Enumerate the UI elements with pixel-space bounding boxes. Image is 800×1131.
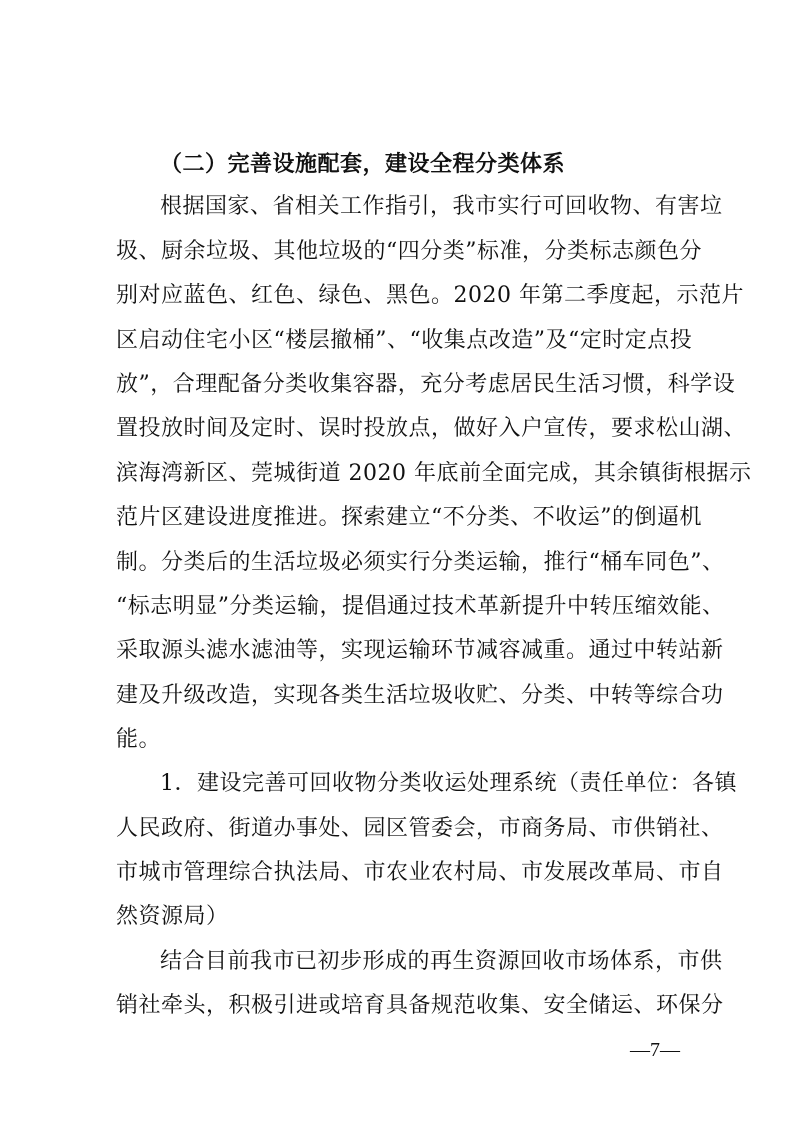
- paragraph-line: 建及升级改造，实现各类生活垃圾收贮、分类、中转等综合功: [116, 683, 724, 708]
- page-number: —7—: [630, 1039, 680, 1061]
- paragraph-line: 根据国家、省相关工作指引，我市实行可回收物、有害垃: [160, 194, 723, 219]
- item-line: 1．建设完善可回收物分类收运处理系统（责任单位：各镇: [160, 771, 737, 796]
- paragraph-line: 制。分类后的生活垃圾必须实行分类运输，推行“桶车同色”、: [116, 550, 725, 575]
- paragraph-line: 置投放时间及定时、误时投放点，做好入户宣传，要求松山湖、: [116, 416, 747, 441]
- paragraph-line: 结合目前我市已初步形成的再生资源回收市场体系，市供: [160, 949, 723, 974]
- paragraph-line: 销社牵头，积极引进或培育具备规范收集、安全储运、环保分: [116, 993, 724, 1018]
- paragraph-line: 区启动住宅小区“楼层撤桶”、“收集点改造”及“定时定点投: [116, 328, 693, 353]
- paragraph-line: 范片区建设进度推进。探索建立“不分类、不收运”的倒逼机: [116, 505, 702, 530]
- paragraph-line: 别对应蓝色、红色、绿色、黑色。2020 年第二季度起，示范片: [116, 283, 744, 308]
- paragraph-line: 滨海湾新区、莞城街道 2020 年底前全面完成，其余镇街根据示: [116, 461, 752, 486]
- paragraph-line: 采取源头滤水滤油等，实现运输环节减容减重。通过中转站新: [116, 638, 724, 663]
- paragraph-line: 圾、厨余垃圾、其他垃圾的“四分类”标准，分类标志颜色分: [116, 239, 702, 264]
- item-line: 市城市管理综合执法局、市农业农村局、市发展改革局、市自: [116, 860, 724, 885]
- paragraph-line: 放”，合理配备分类收集容器，充分考虑居民生活习惯，科学设: [116, 372, 736, 397]
- item-line: 然资源局）: [116, 904, 229, 929]
- paragraph-line: “标志明显”分类运输，提倡通过技术革新提升中转压缩效能、: [116, 594, 725, 619]
- item-line: 人民政府、街道办事处、园区管委会，市商务局、市供销社、: [116, 816, 724, 841]
- paragraph-line: 能。: [116, 727, 162, 752]
- section-heading: （二）完善设施配套，建设全程分类体系: [160, 151, 566, 177]
